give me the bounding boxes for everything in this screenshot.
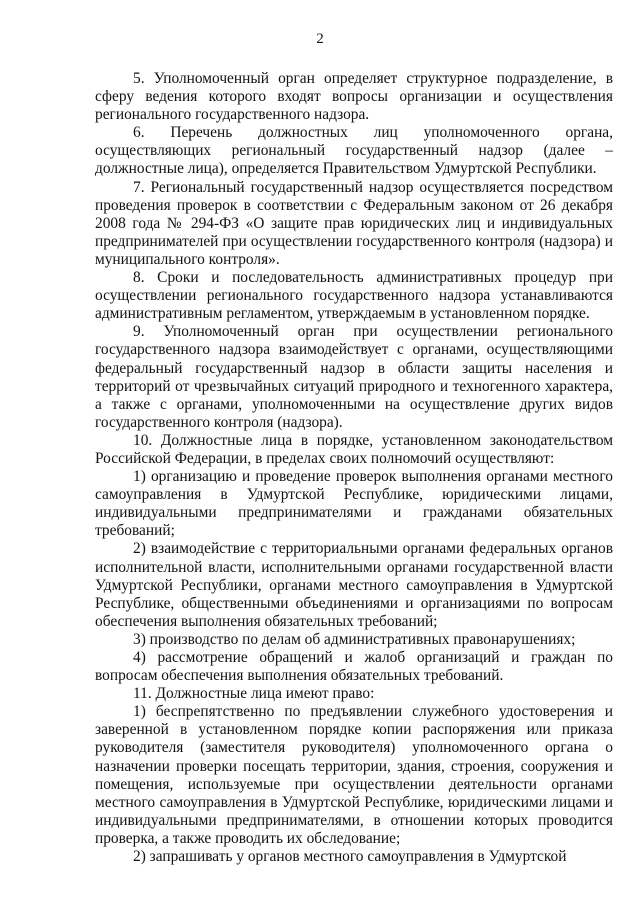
paragraph-10: 10. Должностные лица в порядке, установленном законодательством Российской Федерации, в пределах своих полномочий осуществляют: [95, 431, 613, 467]
paragraph-10-item-2: 2) взаимодействие с территориальными органами федеральных органов исполнительной власти, исполнительными органами государственной власти Удмуртской Республики, органами местного самоуправления в Удмуртской Республике, общественными объединениями и организациями по вопросам обеспечения выполнения обязательных требований; [95, 540, 613, 630]
paragraph-10-item-3: 3) производство по делам об административных правонарушениях; [133, 630, 576, 648]
paragraph-9: 9. Уполномоченный орган при осуществлении регионального государственного надзора взаимодействует с органами, осуществляющими федеральный государственный надзор в области защиты населения и территорий от чрезвычайных ситуаций природного и техногенного характера, а также с органами, уполномоченными на осуществление других видов государственного контроля (надзора). [95, 323, 613, 431]
paragraph-8: 8. Сроки и последовательность административных процедур при осуществлении регионального государственного надзора устанавливаются административным регламентом, утверждаемым в установленном порядке. [95, 269, 613, 323]
page-number: 2 [316, 31, 324, 47]
paragraph-11: 11. Должностные лица имеют право: [133, 685, 375, 703]
paragraph-6: 6. Перечень должностных лиц уполномоченного органа, осуществляющих региональный государственный надзор (далее – должностные лица), определяется Правительством Удмуртской Республики. [95, 124, 613, 178]
paragraph-7: 7. Региональный государственный надзор осуществляется посредством проведения проверок в соответствии с Федеральным законом от 26 декабря 2008 года № 294-ФЗ «О защите прав юридических лиц и индивидуальных предпринимателей при осуществлении государственного контроля (надзора) и муниципального контроля». [95, 178, 613, 268]
paragraph-5: 5. Уполномоченный орган определяет структурное подразделение, в сферу ведения которого входят вопросы организации и осуществления регионального государственного надзора. [95, 70, 613, 124]
paragraph-11-item-2: 2) запрашивать у органов местного самоуправления в Удмуртской [133, 848, 567, 866]
paragraph-11-item-1: 1) беспрепятственно по предъявлении служебного удостоверения и заверенной в установленном порядке копии распоряжения или приказа руководителя (заместителя руководителя) уполномоченного органа о назначении проверки посещать территории, здания, строения, сооружения и помещения, используемые при осуществлении деятельности органами местного самоуправления в Удмуртской Республике, юридическими лицами и индивидуальными предпринимателями, в отношении которых проводится проверка, а также проводить их обследование; [95, 703, 613, 847]
paragraph-10-item-4: 4) рассмотрение обращений и жалоб организаций и граждан по вопросам обеспечения выполнения обязательных требований. [95, 649, 613, 685]
document-body [95, 70, 613, 866]
paragraph-10-item-1: 1) организацию и проведение проверок выполнения органами местного самоуправления в Удмуртской Республике, юридическими лицами, индивидуальными предпринимателями и гражданами обязательных требований; [95, 468, 613, 540]
